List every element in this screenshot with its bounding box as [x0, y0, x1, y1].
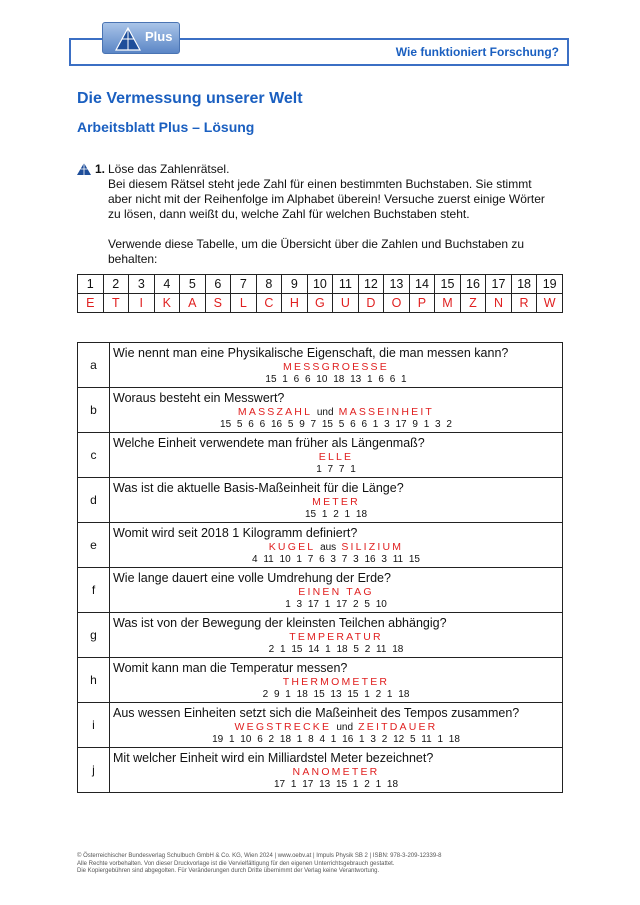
task-number: 1. — [95, 162, 106, 176]
question-label: f — [78, 568, 110, 613]
cipher-number-cell: 12 — [358, 275, 384, 294]
cipher-number-cell: 13 — [384, 275, 410, 294]
cipher-letter-cell: U — [333, 294, 359, 313]
answer-numbers: 2 1 15 14 1 18 5 2 11 18 — [268, 644, 404, 655]
question-cell — [110, 433, 563, 478]
header-title: Wie funktioniert Forschung? — [395, 45, 559, 59]
footer-line: Die Kopiergebühren sind abgegolten. Für Veränderungen durch Dritte übernimmt der Verlag keine Verantwortung. — [77, 868, 380, 874]
cipher-number-cell: 6 — [205, 275, 231, 294]
cipher-number-cell: 14 — [409, 275, 435, 294]
answer-word: THERMOMETER — [282, 676, 390, 688]
question-text: Welche Einheit verwendete man früher als Längenmaß? — [113, 436, 425, 450]
answer-line — [110, 407, 562, 418]
triangle-logo-icon — [115, 27, 141, 51]
footer — [77, 853, 442, 876]
question-text: Mit welcher Einheit wird ein Milliardstel Meter bezeichnet? — [113, 751, 434, 765]
cipher-number-cell: 18 — [511, 275, 537, 294]
question-cell — [110, 343, 563, 388]
task-1 — [77, 162, 547, 267]
cipher-number-cell: 5 — [180, 275, 206, 294]
cipher-letter-cell: I — [129, 294, 155, 313]
answer-numbers: 2 9 1 18 15 13 15 1 2 1 18 — [262, 689, 410, 700]
cipher-key-table — [77, 274, 563, 313]
question-text: Womit wird seit 2018 1 Kilogramm definiert? — [113, 526, 358, 540]
question-label: e — [78, 523, 110, 568]
question-text: Was ist von der Bewegung der kleinsten Teilchen abhängig? — [113, 616, 447, 630]
cipher-letter-cell: S — [205, 294, 231, 313]
cipher-number-cell: 7 — [231, 275, 257, 294]
answer-numbers: 4 11 10 1 7 6 3 7 3 16 3 11 15 — [252, 554, 420, 565]
cipher-number-cell: 2 — [103, 275, 129, 294]
cipher-letters-row — [78, 294, 563, 313]
question-row — [78, 433, 563, 478]
cipher-letter-cell: H — [282, 294, 308, 313]
cipher-number-cell: 4 — [154, 275, 180, 294]
question-text: Womit kann man die Temperatur messen? — [113, 661, 348, 675]
answer-connector: und — [316, 407, 334, 418]
answer-word: TEMPERATUR — [289, 631, 383, 643]
question-cell — [110, 613, 563, 658]
cipher-letter-cell: N — [486, 294, 512, 313]
cipher-letter-cell: K — [154, 294, 180, 313]
question-label: b — [78, 388, 110, 433]
cipher-number-cell: 11 — [333, 275, 359, 294]
answer-word: KUGEL — [268, 541, 315, 553]
task-explanation: Bei diesem Rätsel steht jede Zahl für einen bestimmten Buchstaben. Sie stimmt aber nicht mit der Reihenfolge im Alphabet überein! Versuche zuerst einige Wörter zu lösen, dann weißt du, welche Zahl für welchen Buchstaben steht. — [108, 177, 545, 221]
question-label: h — [78, 658, 110, 703]
question-row — [78, 523, 563, 568]
answer-line — [110, 767, 562, 778]
question-cell — [110, 523, 563, 568]
cipher-letter-cell: O — [384, 294, 410, 313]
answer-line — [110, 542, 562, 553]
task-triangle-icon — [77, 163, 91, 175]
question-text: Woraus besteht ein Messwert? — [113, 391, 285, 405]
cipher-letter-cell: D — [358, 294, 384, 313]
question-label: j — [78, 748, 110, 793]
cipher-number-cell: 3 — [129, 275, 155, 294]
cipher-letter-cell: E — [78, 294, 104, 313]
answer-word: NANOMETER — [292, 766, 380, 778]
cipher-letter-cell: W — [537, 294, 563, 313]
answer-line — [110, 497, 562, 508]
question-row — [78, 703, 563, 748]
answer-numbers: 15 1 6 6 10 18 13 1 6 6 1 — [265, 374, 407, 385]
question-text: Was ist die aktuelle Basis-Maßeinheit für die Länge? — [113, 481, 404, 495]
question-cell — [110, 703, 563, 748]
cipher-number-cell: 9 — [282, 275, 308, 294]
cipher-letter-cell: P — [409, 294, 435, 313]
cipher-letter-cell: G — [307, 294, 333, 313]
question-label: d — [78, 478, 110, 523]
answer-line — [110, 722, 562, 733]
cipher-number-cell: 16 — [460, 275, 486, 294]
answer-line — [110, 587, 562, 598]
question-row — [78, 748, 563, 793]
cipher-number-cell: 10 — [307, 275, 333, 294]
answer-word: ZEITDAUER — [358, 721, 438, 733]
questions-table — [77, 342, 563, 793]
question-label: i — [78, 703, 110, 748]
answer-line — [110, 362, 562, 373]
cipher-letter-cell: L — [231, 294, 257, 313]
question-label: c — [78, 433, 110, 478]
answer-numbers: 15 1 2 1 18 — [304, 509, 368, 520]
question-text: Aus wessen Einheiten setzt sich die Maßeinheit des Tempos zusammen? — [113, 706, 520, 720]
question-text: Wie nennt man eine Physikalische Eigenschaft, die man messen kann? — [113, 346, 509, 360]
question-row — [78, 343, 563, 388]
question-label: a — [78, 343, 110, 388]
answer-word: EINEN TAG — [298, 586, 374, 598]
question-row — [78, 658, 563, 703]
answer-word: METER — [312, 496, 360, 508]
cipher-number-cell: 8 — [256, 275, 282, 294]
plus-logo — [102, 22, 180, 54]
question-row — [78, 613, 563, 658]
cipher-letter-cell: A — [180, 294, 206, 313]
task-instruction: Löse das Zahlenrätsel. — [108, 162, 230, 176]
footer-line: Alle Rechte vorbehalten. Von dieser Druckvorlage ist die Vervielfältigung für den eigenen Unterrichtsgebrauch gestattet. — [77, 860, 395, 867]
task-table-hint: Verwende diese Tabelle, um die Übersicht über die Zahlen und Buchstaben zu behalten: — [108, 237, 525, 266]
cipher-letter-cell: M — [435, 294, 461, 313]
question-label: g — [78, 613, 110, 658]
cipher-letter-cell: C — [256, 294, 282, 313]
answer-numbers: 19 1 10 6 2 18 1 8 4 1 16 1 3 2 12 5 11 1 18 — [212, 734, 460, 745]
answer-line — [110, 452, 562, 463]
answer-connector: und — [336, 722, 354, 733]
answer-word: MASSZAHL — [237, 406, 312, 418]
answer-word: SILIZIUM — [341, 541, 404, 553]
answer-numbers: 15 5 6 6 16 5 9 7 15 5 6 6 1 3 17 9 1 3 2 — [220, 419, 452, 430]
question-cell — [110, 658, 563, 703]
cipher-letter-cell: R — [511, 294, 537, 313]
question-text: Wie lange dauert eine volle Umdrehung der Erde? — [113, 571, 391, 585]
cipher-number-cell: 17 — [486, 275, 512, 294]
answer-word: WEGSTRECKE — [234, 721, 332, 733]
logo-text: Plus — [145, 29, 173, 44]
answer-word: MASSEINHEIT — [338, 406, 435, 418]
question-cell — [110, 478, 563, 523]
footer-line: © Österreichischer Bundesverlag Schulbuch GmbH & Co. KG, Wien 2024 | www.oebv.at | Impuls Physik SB 2 | ISBN: 978-3-209-12339-8 — [77, 853, 442, 859]
question-cell — [110, 388, 563, 433]
question-cell — [110, 748, 563, 793]
question-cell — [110, 568, 563, 613]
answer-word: MESSGROESSE — [283, 361, 389, 373]
cipher-letter-cell: T — [103, 294, 129, 313]
cipher-letter-cell: Z — [460, 294, 486, 313]
answer-line — [110, 677, 562, 688]
answer-word: ELLE — [318, 451, 354, 463]
page-subtitle: Arbeitsblatt Plus – Lösung — [77, 119, 255, 135]
cipher-number-cell: 1 — [78, 275, 104, 294]
question-row — [78, 478, 563, 523]
answer-numbers: 1 3 17 1 17 2 5 10 — [285, 599, 387, 610]
question-row — [78, 568, 563, 613]
answer-numbers: 1 7 7 1 — [316, 464, 356, 475]
cipher-number-cell: 15 — [435, 275, 461, 294]
cipher-number-cell: 19 — [537, 275, 563, 294]
answer-line — [110, 632, 562, 643]
cipher-numbers-row — [78, 275, 563, 294]
answer-numbers: 17 1 17 13 15 1 2 1 18 — [273, 779, 399, 790]
page-title: Die Vermessung unserer Welt — [77, 90, 303, 107]
answer-connector: aus — [320, 542, 337, 553]
question-row — [78, 388, 563, 433]
